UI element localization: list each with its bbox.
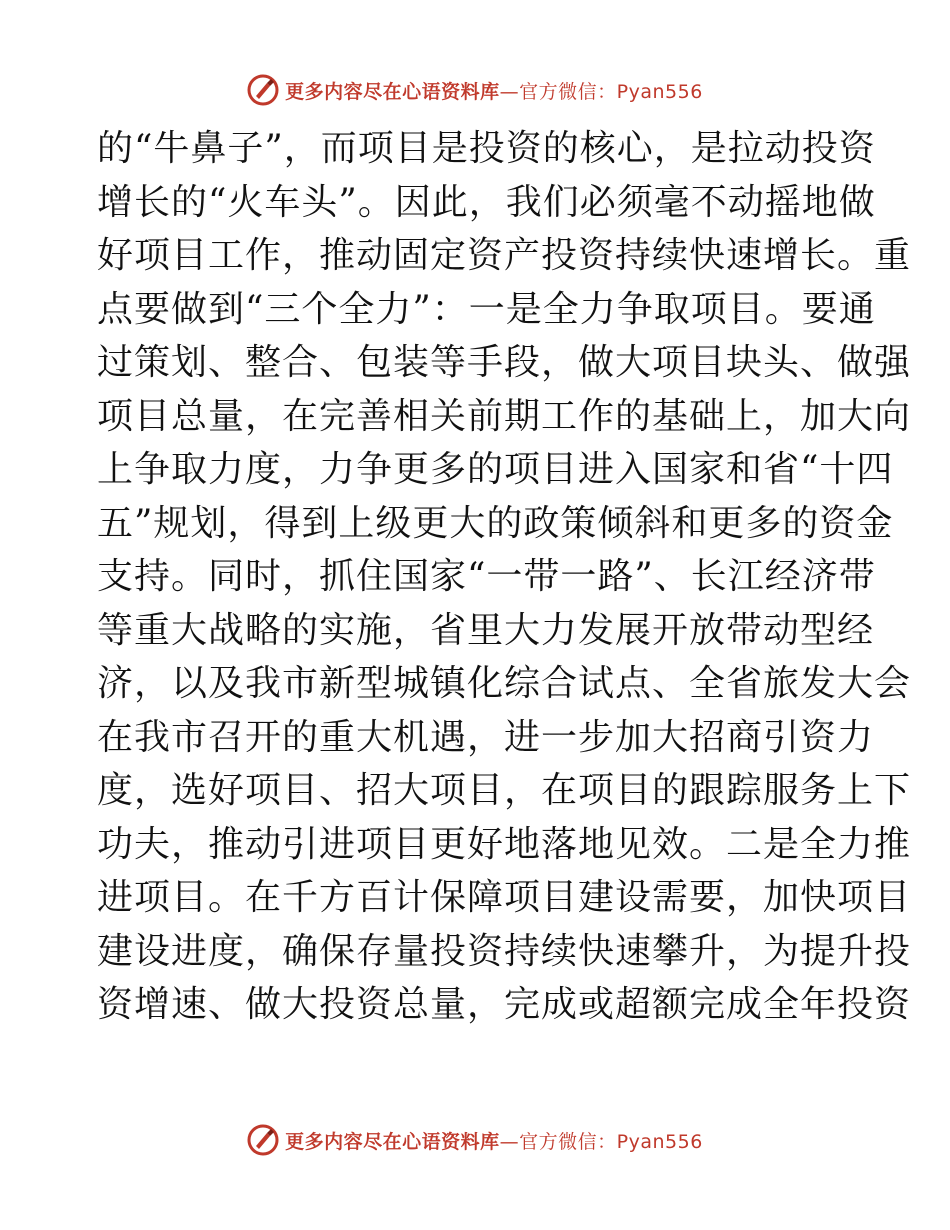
body-line: 点要做到“三个全力”：一是全力争取项目。要通 [97, 288, 876, 330]
body-line: 项目总量，在完善相关前期工作的基础上，加大向 [97, 395, 912, 437]
footer-banner-dash: — [499, 1130, 520, 1153]
body-line: 过策划、整合、包装等手段，做大项目块头、做强 [97, 342, 912, 383]
body-line: 功夫，推动引进项目更好地落地见效。二是全力推 [97, 823, 912, 865]
header-watermark-banner [0, 70, 950, 110]
body-line: 支持。同时，抓住国家“一带一路”、长江经济带 [97, 556, 876, 597]
body-line: 增长的“火车头”。因此，我们必须毫不动摇地做 [97, 181, 876, 223]
header-banner-wechat: 官方微信：Pyan556 [519, 80, 703, 103]
body-line: 度，选好项目、招大项目，在项目的跟踪服务上下 [97, 770, 912, 811]
footer-watermark-banner [0, 1120, 950, 1160]
body-line: 的“牛鼻子”，而项目是投资的核心，是拉动投资 [97, 128, 876, 169]
body-line: 在我市召开的重大机遇，进一步加大招商引资力 [97, 716, 875, 758]
footer-banner-text [285, 1127, 703, 1154]
footer-banner-main: 更多内容尽在心语资料库 [285, 1130, 500, 1153]
body-line: 进项目。在千方百计保障项目建设需要，加快项目 [97, 877, 912, 918]
header-banner-text [285, 77, 703, 104]
body-line: 建设进度，确保存量投资持续快速攀升，为提升投 [97, 930, 912, 972]
brand-logo-icon [247, 74, 279, 106]
header-banner-dash: — [499, 80, 520, 103]
footer-banner-wechat: 官方微信：Pyan556 [519, 1130, 703, 1153]
header-banner-main: 更多内容尽在心语资料库 [285, 80, 500, 103]
brand-logo-icon [247, 1124, 279, 1156]
body-line: 资增速、做大投资总量，完成或超额完成全年投资 [97, 984, 912, 1025]
body-line: 等重大战略的实施，省里大力发展开放带动型经 [97, 609, 875, 651]
body-line: 济，以及我市新型城镇化综合试点、全省旅发大会 [97, 663, 912, 704]
body-line: 五”规划，得到上级更大的政策倾斜和更多的资金 [97, 502, 894, 544]
body-line: 上争取力度，力争更多的项目进入国家和省“十四 [97, 449, 894, 490]
body-line: 好项目工作，推动固定资产投资持续快速增长。重 [97, 235, 912, 276]
document-body [97, 122, 912, 1032]
